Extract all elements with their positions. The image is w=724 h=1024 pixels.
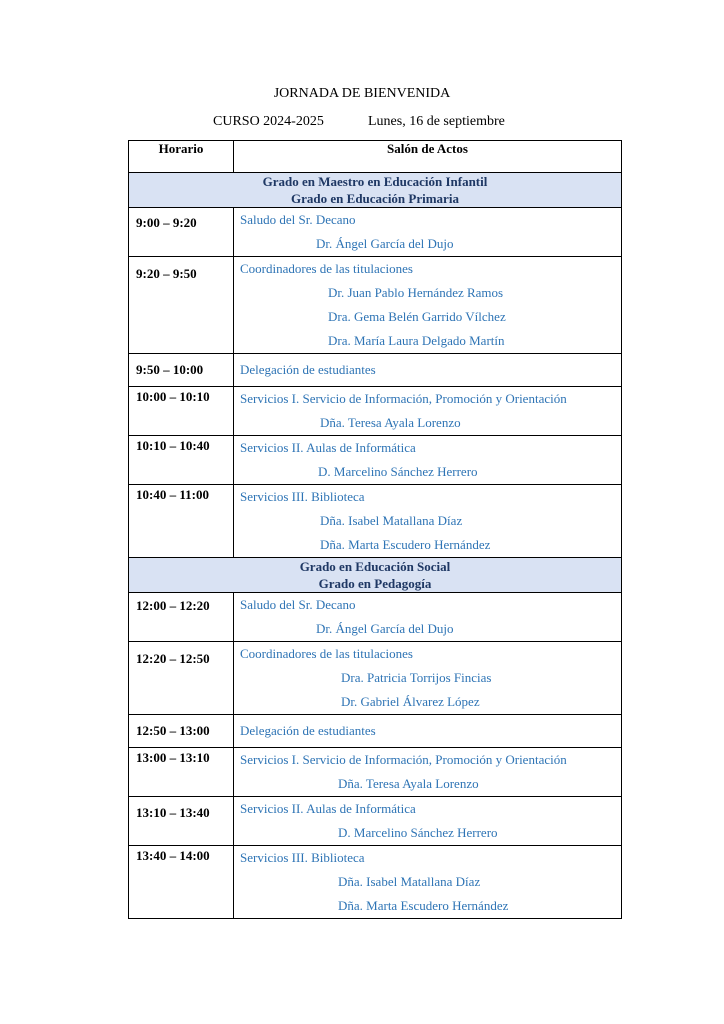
table-header-row <box>129 141 622 173</box>
session-title: Saludo del Sr. Decano <box>240 597 356 612</box>
session-cell <box>234 485 622 558</box>
column-header-place: Salón de Actos <box>234 141 622 173</box>
session-cell <box>234 208 622 257</box>
session-title: Delegación de estudiantes <box>240 723 376 738</box>
session-title: Saludo del Sr. Decano <box>240 212 356 227</box>
document-title: JORNADA DE BIENVENIDA <box>273 86 451 101</box>
session-cell <box>234 642 622 715</box>
speaker-name: Dña. Teresa Ayala Lorenzo <box>338 776 479 791</box>
session-cell <box>234 748 622 797</box>
schedule-row <box>129 797 622 846</box>
schedule-row <box>129 485 622 558</box>
time-slot: 10:00 – 10:10 <box>129 387 234 436</box>
time-slot: 10:10 – 10:40 <box>129 436 234 485</box>
session-title: Coordinadores de las titulaciones <box>240 646 413 661</box>
group-title-line: Grado en Educación Primaria <box>291 191 459 206</box>
session-title: Servicios III. Biblioteca <box>240 850 365 865</box>
time-slot: 13:40 – 14:00 <box>129 846 234 919</box>
speaker-name: Dr. Ángel García del Dujo <box>316 236 454 251</box>
speaker-name: D. Marcelino Sánchez Herrero <box>338 825 498 840</box>
speaker-name: Dra. María Laura Delgado Martín <box>328 333 505 348</box>
time-slot: 12:20 – 12:50 <box>129 642 234 715</box>
session-title: Servicios I. Servicio de Información, Promoción y Orientación <box>240 391 567 406</box>
session-title: Servicios III. Biblioteca <box>240 489 365 504</box>
time-slot: 12:00 – 12:20 <box>129 593 234 642</box>
speaker-name: D. Marcelino Sánchez Herrero <box>318 464 478 479</box>
date-label: Lunes, 16 de septiembre <box>368 114 505 129</box>
session-title: Coordinadores de las titulaciones <box>240 261 413 276</box>
column-header-time: Horario <box>129 141 234 173</box>
session-cell <box>234 593 622 642</box>
speaker-name: Dra. Patricia Torrijos Fincias <box>341 670 492 685</box>
speaker-name: Dra. Gema Belén Garrido Vílchez <box>328 309 506 324</box>
schedule-row <box>129 748 622 797</box>
session-cell <box>234 354 622 387</box>
schedule-row <box>129 642 622 715</box>
course-label: CURSO 2024-2025 <box>213 114 324 129</box>
group-title-line: Grado en Educación Social <box>299 559 451 574</box>
speaker-name: Dr. Ángel García del Dujo <box>316 621 454 636</box>
schedule-row <box>129 846 622 919</box>
session-title: Servicios II. Aulas de Informática <box>240 440 416 455</box>
time-slot: 12:50 – 13:00 <box>129 715 234 748</box>
schedule-row <box>129 354 622 387</box>
schedule-row <box>129 593 622 642</box>
schedule-row <box>129 387 622 436</box>
time-slot: 13:00 – 13:10 <box>129 748 234 797</box>
time-slot: 10:40 – 11:00 <box>129 485 234 558</box>
session-cell <box>234 257 622 354</box>
time-slot: 9:00 – 9:20 <box>129 208 234 257</box>
time-slot: 13:10 – 13:40 <box>129 797 234 846</box>
speaker-name: Dña. Marta Escudero Hernández <box>338 898 509 913</box>
time-slot: 9:50 – 10:00 <box>129 354 234 387</box>
speaker-name: Dña. Marta Escudero Hernández <box>320 537 491 552</box>
schedule-row <box>129 257 622 354</box>
session-cell <box>234 846 622 919</box>
speaker-name: Dña. Isabel Matallana Díaz <box>338 874 481 889</box>
session-title: Delegación de estudiantes <box>240 362 376 377</box>
group-header-2 <box>129 558 622 593</box>
group-title-line: Grado en Maestro en Educación Infantil <box>262 174 488 189</box>
schedule-table <box>128 140 622 919</box>
group-title-line: Grado en Pedagogía <box>318 576 432 591</box>
session-title: Servicios II. Aulas de Informática <box>240 801 416 816</box>
schedule-row <box>129 436 622 485</box>
schedule-row <box>129 208 622 257</box>
speaker-name: Dr. Juan Pablo Hernández Ramos <box>328 285 504 300</box>
group-header-1 <box>129 173 622 208</box>
speaker-name: Dr. Gabriel Álvarez López <box>341 694 480 709</box>
session-cell <box>234 387 622 436</box>
schedule-row <box>129 715 622 748</box>
session-title: Servicios I. Servicio de Información, Promoción y Orientación <box>240 752 567 767</box>
time-slot: 9:20 – 9:50 <box>129 257 234 354</box>
session-cell <box>234 715 622 748</box>
speaker-name: Dña. Teresa Ayala Lorenzo <box>320 415 461 430</box>
session-cell <box>234 797 622 846</box>
speaker-name: Dña. Isabel Matallana Díaz <box>320 513 463 528</box>
session-cell <box>234 436 622 485</box>
